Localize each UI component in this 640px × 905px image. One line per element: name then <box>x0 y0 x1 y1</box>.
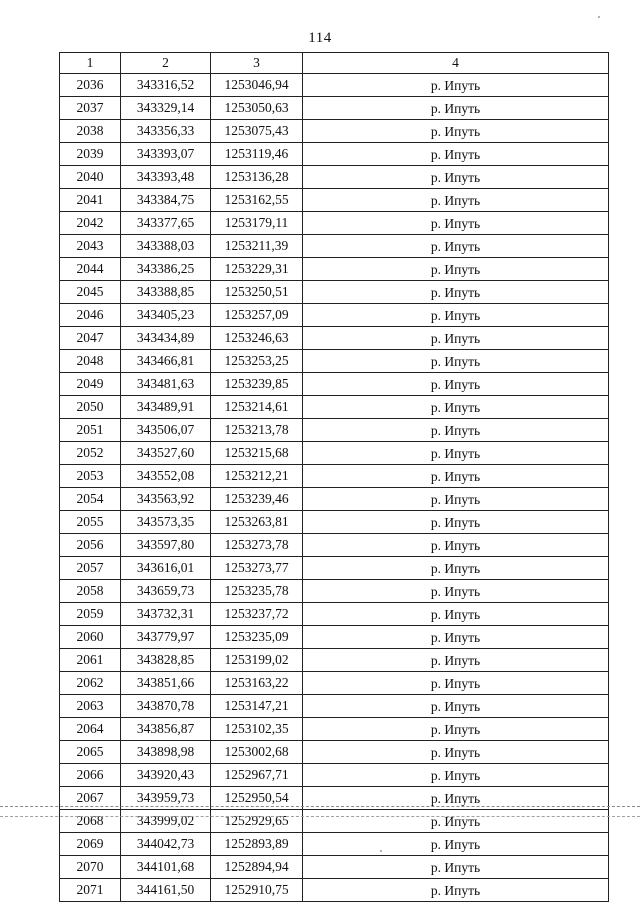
coord-x-cell: 343870,78 <box>121 695 211 718</box>
description-cell: р. Ипуть <box>303 212 609 235</box>
point-number-cell: 2061 <box>60 649 121 672</box>
coord-x-cell: 343828,85 <box>121 649 211 672</box>
table-row <box>60 626 609 649</box>
table-row <box>60 74 609 97</box>
description-cell: р. Ипуть <box>303 74 609 97</box>
description-cell: р. Ипуть <box>303 327 609 350</box>
coord-x-cell: 343851,66 <box>121 672 211 695</box>
description-cell: р. Ипуть <box>303 189 609 212</box>
coord-x-cell: 343563,92 <box>121 488 211 511</box>
header-row <box>60 53 609 74</box>
table-row <box>60 97 609 120</box>
point-number-cell: 2051 <box>60 419 121 442</box>
coord-x-cell: 343999,02 <box>121 810 211 833</box>
coord-x-cell: 343898,98 <box>121 741 211 764</box>
scan-speck <box>598 16 600 18</box>
point-number-cell: 2040 <box>60 166 121 189</box>
point-number-cell: 2054 <box>60 488 121 511</box>
coord-x-cell: 343386,25 <box>121 258 211 281</box>
point-number-cell: 2037 <box>60 97 121 120</box>
point-number-cell: 2042 <box>60 212 121 235</box>
point-number-cell: 2057 <box>60 557 121 580</box>
coord-y-cell: 1253147,21 <box>211 695 303 718</box>
point-number-cell: 2065 <box>60 741 121 764</box>
coord-x-cell: 343959,73 <box>121 787 211 810</box>
coord-y-cell: 1253046,94 <box>211 74 303 97</box>
coord-x-cell: 343616,01 <box>121 557 211 580</box>
description-cell: р. Ипуть <box>303 97 609 120</box>
description-cell: р. Ипуть <box>303 879 609 902</box>
point-number-cell: 2066 <box>60 764 121 787</box>
point-number-cell: 2060 <box>60 626 121 649</box>
coord-y-cell: 1253273,77 <box>211 557 303 580</box>
description-cell: р. Ипуть <box>303 649 609 672</box>
coord-x-cell: 343434,89 <box>121 327 211 350</box>
coord-x-cell: 343856,87 <box>121 718 211 741</box>
coord-y-cell: 1253199,02 <box>211 649 303 672</box>
coord-x-cell: 343489,91 <box>121 396 211 419</box>
table-row <box>60 212 609 235</box>
coord-x-cell: 343466,81 <box>121 350 211 373</box>
point-number-cell: 2038 <box>60 120 121 143</box>
description-cell: р. Ипуть <box>303 396 609 419</box>
point-number-cell: 2071 <box>60 879 121 902</box>
coord-x-cell: 344161,50 <box>121 879 211 902</box>
coord-x-cell: 343779,97 <box>121 626 211 649</box>
table-row <box>60 442 609 465</box>
coord-y-cell: 1253136,28 <box>211 166 303 189</box>
table-row <box>60 603 609 626</box>
table-row <box>60 396 609 419</box>
coord-y-cell: 1252893,89 <box>211 833 303 856</box>
coord-y-cell: 1253273,78 <box>211 534 303 557</box>
coord-y-cell: 1253215,68 <box>211 442 303 465</box>
description-cell: р. Ипуть <box>303 442 609 465</box>
table-row <box>60 350 609 373</box>
coord-x-cell: 343384,75 <box>121 189 211 212</box>
coord-x-cell: 343527,60 <box>121 442 211 465</box>
table-row <box>60 557 609 580</box>
table-row <box>60 879 609 902</box>
description-cell: р. Ипуть <box>303 833 609 856</box>
table-row <box>60 534 609 557</box>
coord-y-cell: 1253253,25 <box>211 350 303 373</box>
coord-x-cell: 344101,68 <box>121 856 211 879</box>
coord-y-cell: 1253211,39 <box>211 235 303 258</box>
point-number-cell: 2070 <box>60 856 121 879</box>
coord-x-cell: 343377,65 <box>121 212 211 235</box>
coord-y-cell: 1252910,75 <box>211 879 303 902</box>
table-row <box>60 764 609 787</box>
table-row <box>60 580 609 603</box>
table-row <box>60 649 609 672</box>
table-row <box>60 304 609 327</box>
description-cell: р. Ипуть <box>303 741 609 764</box>
coord-y-cell: 1253246,63 <box>211 327 303 350</box>
table-row <box>60 741 609 764</box>
coord-y-cell: 1253213,78 <box>211 419 303 442</box>
coord-y-cell: 1253179,11 <box>211 212 303 235</box>
point-number-cell: 2052 <box>60 442 121 465</box>
description-cell: р. Ипуть <box>303 580 609 603</box>
point-number-cell: 2068 <box>60 810 121 833</box>
coord-y-cell: 1253257,09 <box>211 304 303 327</box>
table-row <box>60 695 609 718</box>
description-cell: р. Ипуть <box>303 810 609 833</box>
coord-x-cell: 343506,07 <box>121 419 211 442</box>
coord-y-cell: 1253163,22 <box>211 672 303 695</box>
coord-x-cell: 343481,63 <box>121 373 211 396</box>
table-row <box>60 718 609 741</box>
table-header <box>60 53 609 74</box>
coord-y-cell: 1253212,21 <box>211 465 303 488</box>
table-row <box>60 281 609 304</box>
point-number-cell: 2055 <box>60 511 121 534</box>
description-cell: р. Ипуть <box>303 557 609 580</box>
coord-y-cell: 1253239,85 <box>211 373 303 396</box>
description-cell: р. Ипуть <box>303 534 609 557</box>
coord-y-cell: 1253239,46 <box>211 488 303 511</box>
point-number-cell: 2063 <box>60 695 121 718</box>
coord-y-cell: 1253075,43 <box>211 120 303 143</box>
description-cell: р. Ипуть <box>303 143 609 166</box>
coord-x-cell: 343329,14 <box>121 97 211 120</box>
coord-x-cell: 343659,73 <box>121 580 211 603</box>
description-cell: р. Ипуть <box>303 350 609 373</box>
point-number-cell: 2058 <box>60 580 121 603</box>
table-row <box>60 856 609 879</box>
point-number-cell: 2041 <box>60 189 121 212</box>
coord-y-cell: 1253235,09 <box>211 626 303 649</box>
description-cell: р. Ипуть <box>303 373 609 396</box>
coord-y-cell: 1253102,35 <box>211 718 303 741</box>
point-number-cell: 2046 <box>60 304 121 327</box>
description-cell: р. Ипуть <box>303 695 609 718</box>
coord-x-cell: 343552,08 <box>121 465 211 488</box>
header-col-1: 1 <box>60 53 121 74</box>
coord-y-cell: 1253229,31 <box>211 258 303 281</box>
description-cell: р. Ипуть <box>303 235 609 258</box>
description-cell: р. Ипуть <box>303 718 609 741</box>
point-number-cell: 2069 <box>60 833 121 856</box>
coord-x-cell: 343597,80 <box>121 534 211 557</box>
table-row <box>60 258 609 281</box>
coord-y-cell: 1253162,55 <box>211 189 303 212</box>
point-number-cell: 2039 <box>60 143 121 166</box>
point-number-cell: 2056 <box>60 534 121 557</box>
point-number-cell: 2047 <box>60 327 121 350</box>
coord-y-cell: 1253050,63 <box>211 97 303 120</box>
description-cell: р. Ипуть <box>303 603 609 626</box>
coord-x-cell: 343393,48 <box>121 166 211 189</box>
point-number-cell: 2043 <box>60 235 121 258</box>
description-cell: р. Ипуть <box>303 281 609 304</box>
table-row <box>60 488 609 511</box>
table-row <box>60 833 609 856</box>
coord-y-cell: 1252967,71 <box>211 764 303 787</box>
coord-x-cell: 343920,43 <box>121 764 211 787</box>
table-row <box>60 373 609 396</box>
description-cell: р. Ипуть <box>303 626 609 649</box>
coord-y-cell: 1252950,54 <box>211 787 303 810</box>
coord-x-cell: 343316,52 <box>121 74 211 97</box>
table-row <box>60 166 609 189</box>
description-cell: р. Ипуть <box>303 419 609 442</box>
coord-y-cell: 1253214,61 <box>211 396 303 419</box>
point-number-cell: 2067 <box>60 787 121 810</box>
table-row <box>60 189 609 212</box>
table-body <box>60 74 609 902</box>
description-cell: р. Ипуть <box>303 511 609 534</box>
coord-x-cell: 343405,23 <box>121 304 211 327</box>
point-number-cell: 2044 <box>60 258 121 281</box>
coord-y-cell: 1253235,78 <box>211 580 303 603</box>
coord-x-cell: 343356,33 <box>121 120 211 143</box>
scan-speck <box>380 850 382 852</box>
description-cell: р. Ипуть <box>303 304 609 327</box>
coord-x-cell: 343388,85 <box>121 281 211 304</box>
point-number-cell: 2059 <box>60 603 121 626</box>
coord-x-cell: 343393,07 <box>121 143 211 166</box>
point-number-cell: 2036 <box>60 74 121 97</box>
description-cell: р. Ипуть <box>303 856 609 879</box>
point-number-cell: 2049 <box>60 373 121 396</box>
coordinates-table <box>59 52 609 902</box>
coord-x-cell: 343573,35 <box>121 511 211 534</box>
coord-x-cell: 343732,31 <box>121 603 211 626</box>
page-number: 114 <box>308 30 332 46</box>
description-cell: р. Ипуть <box>303 465 609 488</box>
point-number-cell: 2045 <box>60 281 121 304</box>
description-cell: р. Ипуть <box>303 258 609 281</box>
point-number-cell: 2053 <box>60 465 121 488</box>
point-number-cell: 2062 <box>60 672 121 695</box>
table-row <box>60 143 609 166</box>
point-number-cell: 2064 <box>60 718 121 741</box>
description-cell: р. Ипуть <box>303 166 609 189</box>
table-row <box>60 419 609 442</box>
coord-y-cell: 1252894,94 <box>211 856 303 879</box>
description-cell: р. Ипуть <box>303 120 609 143</box>
table-row <box>60 810 609 833</box>
description-cell: р. Ипуть <box>303 488 609 511</box>
table-row <box>60 327 609 350</box>
header-col-4: 4 <box>303 53 609 74</box>
header-col-3: 3 <box>211 53 303 74</box>
coord-y-cell: 1253263,81 <box>211 511 303 534</box>
coord-y-cell: 1253250,51 <box>211 281 303 304</box>
point-number-cell: 2050 <box>60 396 121 419</box>
coord-x-cell: 343388,03 <box>121 235 211 258</box>
coord-x-cell: 344042,73 <box>121 833 211 856</box>
scan-artifact-line <box>0 806 640 807</box>
description-cell: р. Ипуть <box>303 672 609 695</box>
coord-y-cell: 1253002,68 <box>211 741 303 764</box>
scan-artifact-line <box>0 816 640 817</box>
table-row <box>60 511 609 534</box>
description-cell: р. Ипуть <box>303 764 609 787</box>
table-row <box>60 235 609 258</box>
table-row <box>60 120 609 143</box>
coord-y-cell: 1252929,65 <box>211 810 303 833</box>
coord-y-cell: 1253119,46 <box>211 143 303 166</box>
table-row <box>60 465 609 488</box>
coord-y-cell: 1253237,72 <box>211 603 303 626</box>
table-row <box>60 672 609 695</box>
description-cell: р. Ипуть <box>303 787 609 810</box>
point-number-cell: 2048 <box>60 350 121 373</box>
header-col-2: 2 <box>121 53 211 74</box>
